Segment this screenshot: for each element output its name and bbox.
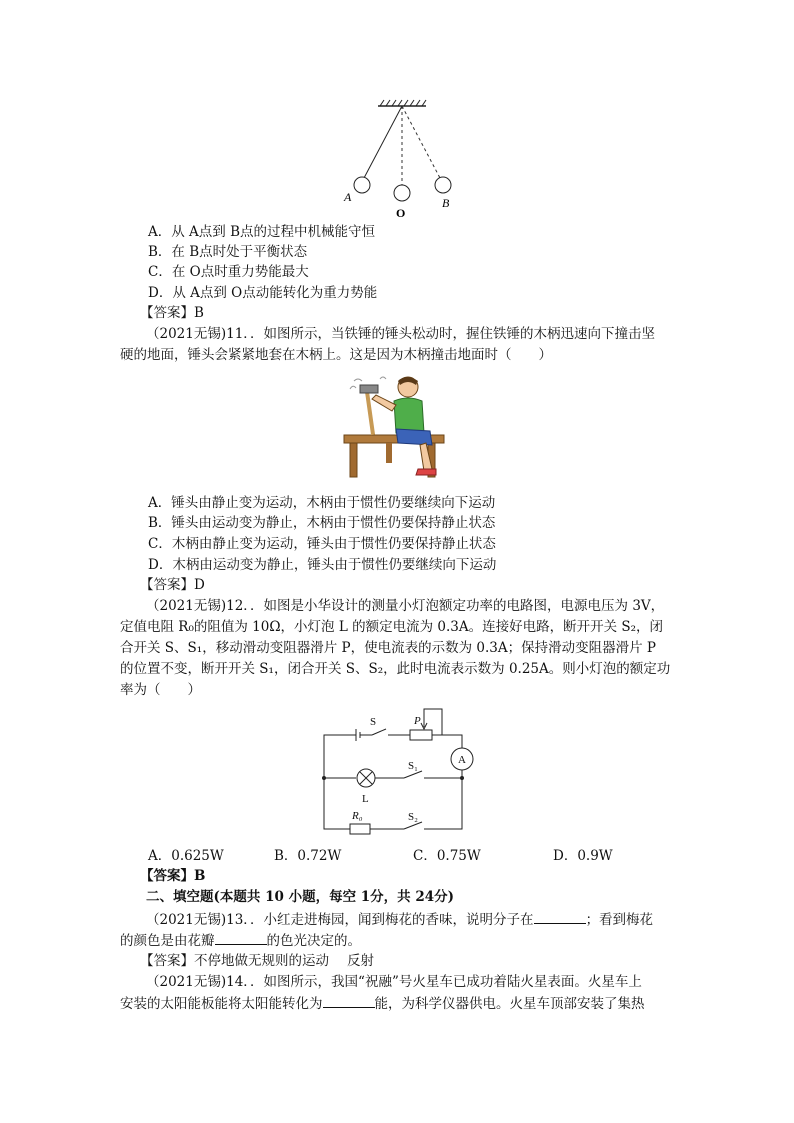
q12-stem-line2: 定值电阻 R₀的阻值为 10Ω，小灯泡 L 的额定电流为 0.3A。连接好电路，断开开关 S₂，闭 bbox=[120, 619, 664, 635]
switch-s-label: S bbox=[370, 716, 377, 728]
lamp-l-label: L bbox=[362, 793, 369, 805]
q12-stem-line3: 合开关 S、S₁，移动滑动变阻器滑片 P，使电流表的示数为 0.3A；保持滑动变阻器滑片 P bbox=[120, 640, 656, 656]
q10-option-c: C．在 O点时重力势能最大 bbox=[148, 264, 309, 280]
q11-stem-line2: 硬的地面，锤头会紧紧地套在木柄上。这是因为木柄撞击地面时（ ） bbox=[120, 347, 552, 363]
ammeter-label: A bbox=[458, 754, 466, 766]
q11-option-d: D．木柄由运动变为静止，锤头由于惯性仍要继续向下运动 bbox=[148, 557, 497, 573]
q11-option-b: B．锤头由运动变为静止，木柄由于惯性仍要保持静止状态 bbox=[148, 515, 496, 531]
point-a-label: A bbox=[344, 190, 352, 204]
q14-line2-text-b: 能，为科学仪器供电。火星车顶部安装了集热 bbox=[374, 996, 645, 1012]
q10-option-b: B．在 B点时处于平衡状态 bbox=[148, 244, 308, 260]
q13-line1-text-a: （2021无锡)13．．小红走进梅园，闻到梅花的香味，说明分子在 bbox=[146, 912, 534, 928]
q13-line2 bbox=[120, 930, 680, 951]
q12-answer: 【答案】B bbox=[140, 868, 206, 884]
q13-line1-text-b: ；看到梅花 bbox=[585, 912, 654, 928]
q14-line1: （2021无锡)14．．如图所示，我国“祝融”号火星车已成功着陆火星表面。火星车上 bbox=[146, 974, 642, 990]
q10-option-a: A．从 A点到 B点的过程中机械能守恒 bbox=[148, 224, 376, 240]
section-2-heading: 二、填空题(本题共 10 小题，每空 1分，共 24分) bbox=[146, 889, 455, 905]
q12-option-a: A．0.625W bbox=[148, 848, 224, 864]
q13-line2-text-a: 的颜色是由花瓣 bbox=[120, 933, 215, 949]
point-b-label: B bbox=[442, 196, 450, 210]
q13-line2-text-b: 的色光决定的。 bbox=[266, 933, 361, 949]
q13-answer-1: 不停地做无规则的运动 bbox=[194, 953, 329, 969]
q12-stem-line5: 率为（ ） bbox=[120, 682, 201, 698]
q11-option-c: C．木柄由静止变为运动，锤头由于惯性仍要保持静止状态 bbox=[148, 536, 496, 552]
q13-blank-1 bbox=[534, 909, 586, 924]
resistor-r0-label: R₀ bbox=[352, 810, 363, 822]
q13-answer bbox=[140, 951, 700, 971]
q14-line2 bbox=[120, 993, 680, 1014]
q11-answer: 【答案】D bbox=[140, 577, 205, 593]
q12-option-c: C．0.75W bbox=[413, 848, 481, 864]
q14-blank-1 bbox=[323, 993, 375, 1008]
slider-p-label: P bbox=[414, 715, 421, 727]
q13-answer-2: 反射 bbox=[347, 953, 374, 969]
q11-option-a: A．锤头由静止变为运动，木柄由于惯性仍要继续向下运动 bbox=[148, 495, 496, 511]
q11-stem-line1: （2021无锡)11．．如图所示，当铁锤的锤头松动时，握住铁锤的木柄迅速向下撞击坚 bbox=[146, 326, 656, 342]
switch-s2-label: S₂ bbox=[408, 811, 418, 823]
circuit-diagram bbox=[312, 705, 482, 835]
pendulum-figure bbox=[330, 96, 470, 220]
switch-s1-label: S₁ bbox=[408, 760, 418, 772]
q10-answer: 【答案】B bbox=[140, 305, 204, 321]
point-o-label: O bbox=[396, 206, 406, 220]
hammer-illustration bbox=[340, 373, 452, 485]
q12-stem-line4: 的位置不变，断开开关 S₁，闭合开关 S、S₂，此时电流表示数为 0.25A。则小灯泡的额定功 bbox=[120, 661, 671, 677]
q12-option-d: D．0.9W bbox=[553, 848, 613, 864]
q10-option-d: D．从 A点到 O点动能转化为重力势能 bbox=[148, 285, 378, 301]
q13-answer-label: 【答案】 bbox=[140, 953, 194, 969]
q14-line2-text-a: 安装的太阳能板能将太阳能转化为 bbox=[120, 996, 323, 1012]
q12-stem-line1: （2021无锡)12．．如图是小华设计的测量小灯泡额定功率的电路图，电源电压为 3V， bbox=[146, 598, 665, 614]
q13-line1 bbox=[146, 909, 706, 930]
q12-option-b: B．0.72W bbox=[274, 848, 342, 864]
q13-blank-2 bbox=[215, 930, 267, 945]
